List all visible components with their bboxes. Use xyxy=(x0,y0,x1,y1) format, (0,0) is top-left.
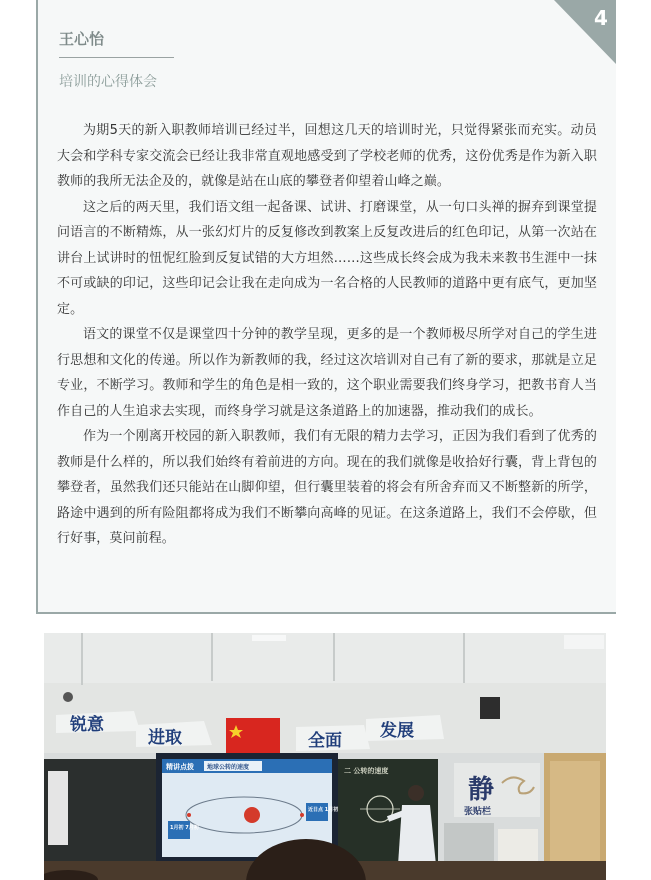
paragraph: 作为一个刚离开校园的新入职教师，我们有无限的精力去学习，正因为我们看到了优秀的教师是什么样的，所以我们始终有着前进的方向。现在的我们就像是收拾好行囊，背上背包的攀登者，虽然我们还只能站在山脚仰望，但行囊里装着的将会有所舍弃而又不断整新的所学，路途中遇到的所有险阻都将成为我们不断攀向高峰的见证。在这条道路上，我们不会停歇，但行好事，莫问前程。 xyxy=(57,429,597,546)
article-subtitle: 培训的心得体会 xyxy=(59,74,157,90)
article-body xyxy=(57,118,597,552)
author-name: 王心怡 xyxy=(59,30,105,48)
camera-icon xyxy=(63,692,73,702)
paragraph: 语文的课堂不仅是课堂四十分钟的教学呈现，更多的是一个教师极尽所学对自己的学生进行思想和文化的传递。所以作为新教师的我，经过这次培训对自己有了新的要求，那就是立足专业，不断学习。教师和学生的角色是相一致的，这个职业需要我们终身学习，把教书育人当作自己的人生追求去实现，而终身学习就是这条道路上的加速器，推动我们的成长。 xyxy=(57,327,597,419)
slogan-word: 锐意 xyxy=(70,715,104,735)
screen-tab: 地球公转的速度 xyxy=(207,764,250,771)
paragraph: 为期5天的新入职教师培训已经过半，回想这几天的培训时光，只觉得紧张而充实。动员大会和学科专家交流会已经让我非常直观地感受到了学校老师的优秀，这份优秀是作为新入职教师的我所无法企及的，就像是站在山底的攀登者仰望着山峰之巅。 xyxy=(57,123,597,189)
slogan-word: 发展 xyxy=(380,721,414,741)
national-flag xyxy=(226,718,280,754)
screen-label: 1月初 7月初 xyxy=(170,825,199,831)
wall-label: 张贴栏 xyxy=(464,807,492,817)
wall-character: 静 xyxy=(468,775,495,805)
page-number: 4 xyxy=(594,6,608,30)
bulletin-board xyxy=(454,763,540,817)
speaker xyxy=(480,697,500,719)
screen-label: 近日点 1月初 xyxy=(308,807,339,813)
title-divider xyxy=(59,57,174,58)
slogan-word: 进取 xyxy=(148,728,182,748)
paragraph: 这之后的两天里，我们语文组一起备课、试讲、打磨课堂，从一句口头禅的摒弃到课堂提问语言的不断精炼，从一张幻灯片的反复修改到教案上反复改进后的红色印记，从第一次站在讲台上试讲时的忸怩红脸到反复试错的大方坦然……这些成长终会成为我未来教书生涯中一抹不可或缺的印记，这些印记会让我在走向成为一名合格的人民教师的道路中更有底气，更加坚定。 xyxy=(57,199,597,317)
screen-tab: 精讲点拨 xyxy=(166,763,194,771)
slogan-word: 全面 xyxy=(308,731,342,751)
classroom-photo xyxy=(44,633,606,880)
blackboard-title: 二 公转的速度 xyxy=(344,767,389,775)
